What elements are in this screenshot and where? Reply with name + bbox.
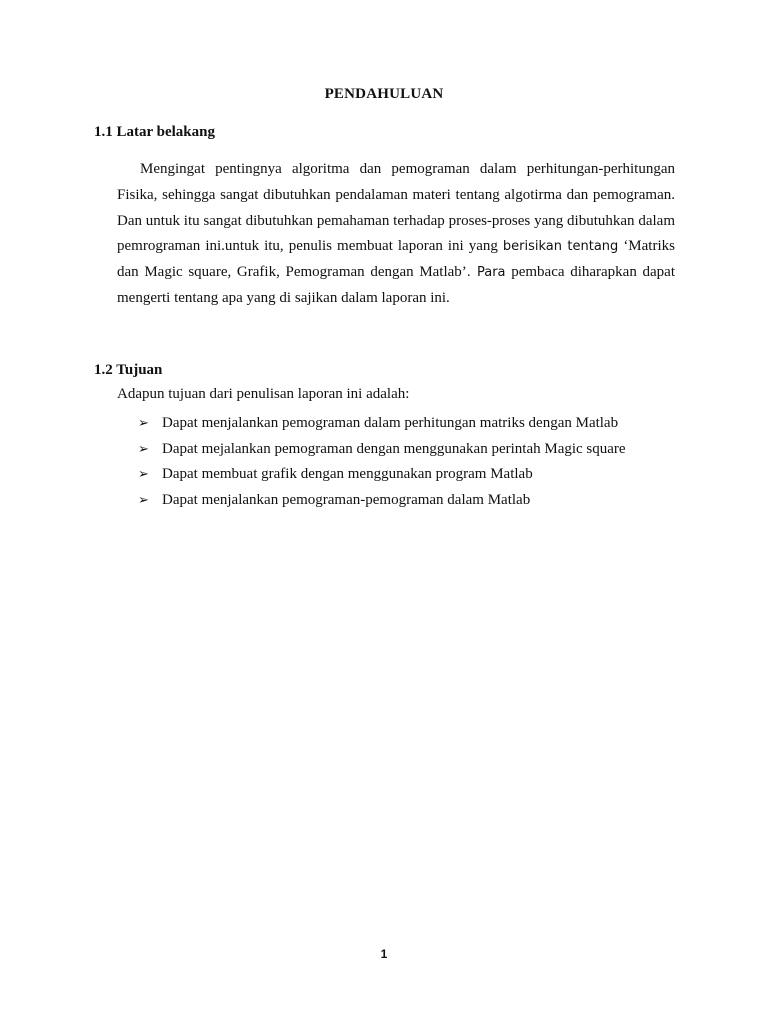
tujuan-list	[138, 411, 626, 513]
latar-belakang-paragraph	[117, 157, 675, 312]
list-item-text: Dapat mejalankan pemograman dengan menggunakan perintah Magic square	[162, 440, 626, 457]
paragraph-text: Mengingat pentingnya algoritma dan pemograman dalam perhitungan-perhitungan Fisika, sehingga sangat dibutuhkan pendalaman materi tentang algotirma dan pemograman. Dan untuk itu sangat dibutuhkan pemahaman terhadap proses-proses yang dibutuhkan dalam pemrograman ini.untuk itu, penulis membuat laporan ini yang	[117, 161, 675, 255]
paragraph-text-sans: berisikan tentang	[502, 239, 619, 255]
paragraph-text: ‘Matriks dan Magic square, Grafik, Pemograman dengan Matlab’	[117, 238, 675, 281]
list-item	[138, 488, 626, 514]
list-item-text: Dapat menjalankan pemograman dalam perhitungan matriks dengan Matlab	[162, 415, 619, 431]
arrow-bullet-icon: ➢	[138, 441, 149, 457]
paragraph-text-sans: . Para	[466, 265, 506, 281]
document-title: PENDAHULUAN	[324, 86, 444, 102]
section-heading-latar-belakang: 1.1 Latar belakang	[94, 124, 215, 140]
list-item	[138, 411, 626, 437]
tujuan-intro: Adapun tujuan dari penulisan laporan ini adalah:	[117, 386, 410, 402]
arrow-bullet-icon: ➢	[138, 416, 149, 431]
arrow-bullet-icon: ➢	[138, 467, 149, 482]
paragraph-text: pembaca diharapkan dapat mengerti tentang apa yang di sajikan dalam laporan ini.	[117, 264, 675, 306]
list-item-text: Dapat menjalankan pemograman-pemograman dalam Matlab	[162, 491, 531, 508]
list-item-text: Dapat membuat grafik dengan menggunakan program Matlab	[162, 466, 533, 482]
page-number: 1	[380, 947, 388, 961]
list-item	[138, 437, 626, 463]
section-heading-tujuan: 1.2 Tujuan	[94, 362, 163, 378]
list-item	[138, 462, 626, 488]
arrow-bullet-icon: ➢	[138, 492, 149, 508]
